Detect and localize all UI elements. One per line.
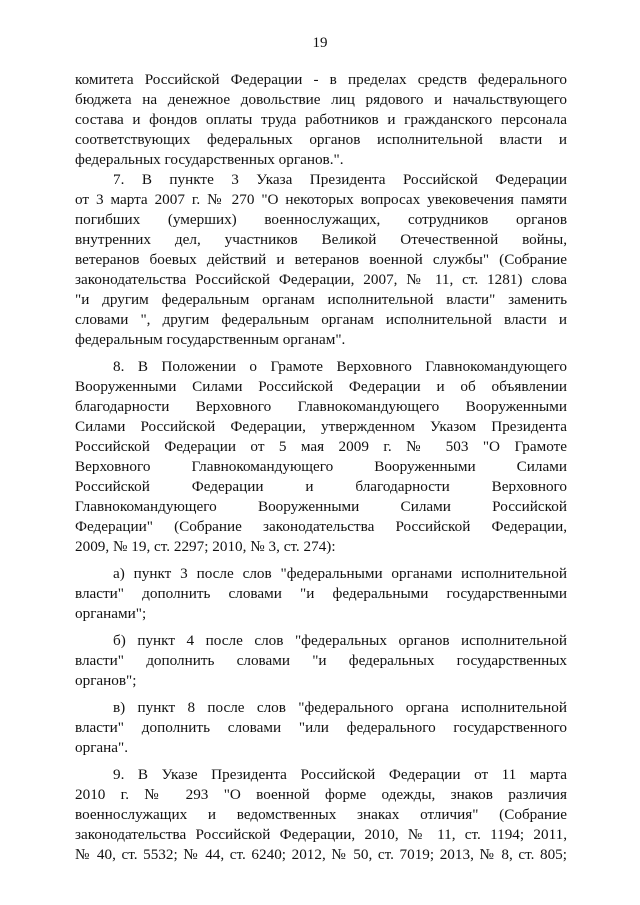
text-line: от 3 марта 2007 г. № 270 "О некоторых вопросах увековечения памяти — [75, 191, 567, 208]
text-line: 7. В пункте 3 Указа Президента Российской Федерации — [113, 171, 567, 188]
text-line: погибших (умерших) военнослужащих, сотрудников органов — [75, 211, 567, 228]
text-line: законодательства Российской Федерации, 2007, № 11, ст. 1281) слова — [75, 271, 567, 288]
text-line: 9. В Указе Президента Российской Федерации от 11 марта — [113, 766, 567, 783]
text-line: Главнокомандующего Вооруженными Силами Российской — [75, 498, 567, 515]
text-line: органа". — [75, 739, 129, 756]
text-line: состава и фондов оплаты труда работников и гражданского персонала — [75, 111, 567, 128]
text-line: благодарности Верховного Главнокомандующего Вооруженными — [75, 398, 567, 415]
text-line: словами ", другим федеральным органам исполнительной власти и — [75, 311, 567, 328]
subitem-c — [75, 698, 567, 758]
text-line: 8. В Положении о Грамоте Верховного Главнокомандующего — [113, 358, 567, 375]
text-line: ветеранов боевых действий и ветеранов военной службы" (Собрание — [75, 251, 567, 268]
text-line: 2009, № 19, ст. 2297; 2010, № 3, ст. 274): — [75, 538, 336, 555]
text-line: соответствующих федеральных органов исполнительной власти и — [75, 131, 567, 148]
text-line: внутренних дел, участников Великой Отечественной войны, — [75, 231, 567, 248]
text-line: Российской Федерации от 5 мая 2009 г. № 503 "О Грамоте — [75, 438, 567, 455]
text-line: 2010 г. № 293 "О военной форме одежды, знаков различия — [75, 786, 567, 803]
text-line: Силами Российской Федерации, утвержденном Указом Президента — [75, 418, 567, 435]
text-line: Российской Федерации и благодарности Верховного — [75, 478, 567, 495]
text-line: Вооруженными Силами Российской Федерации и об объявлении — [75, 378, 567, 395]
document-body — [75, 70, 567, 865]
paragraph-item-8 — [75, 357, 567, 557]
text-line: власти" дополнить словами "и федеральных государственных — [75, 652, 567, 669]
text-line: законодательства Российской Федерации, 2010, № 11, ст. 1194; 2011, — [75, 826, 567, 843]
text-line: власти" дополнить словами "или федерального государственного — [75, 719, 567, 736]
text-line: органов"; — [75, 672, 137, 689]
subitem-b — [75, 631, 567, 691]
text-line: федеральных государственных органов.". — [75, 151, 344, 168]
text-line: Федерации" (Собрание законодательства Российской Федерации, — [75, 518, 567, 535]
text-line: а) пункт 3 после слов "федеральными органами исполнительной — [113, 565, 567, 582]
paragraph-item-9 — [75, 765, 567, 865]
text-line: в) пункт 8 после слов "федерального органа исполнительной — [113, 699, 567, 716]
page-number: 19 — [312, 35, 328, 51]
text-line: б) пункт 4 после слов "федеральных органов исполнительной — [113, 632, 567, 649]
subitem-a — [75, 564, 567, 624]
text-line: "и другим федеральным органам исполнительной власти" заменить — [75, 291, 567, 308]
text-line: комитета Российской Федерации - в пределах средств федерального — [75, 71, 567, 88]
text-line: Верховного Главнокомандующего Вооруженными Силами — [75, 458, 567, 475]
text-line: власти" дополнить словами "и федеральными государственными — [75, 585, 567, 602]
text-line: № 40, ст. 5532; № 44, ст. 6240; 2012, № 50, ст. 7019; 2013, № 8, ст. 805; — [75, 846, 567, 863]
text-line: военнослужащих и ведомственных знаках отличия" (Собрание — [75, 806, 567, 823]
text-line: федеральным государственным органам". — [75, 331, 346, 348]
text-line: органами"; — [75, 605, 147, 622]
paragraph-continuation — [75, 70, 567, 170]
text-line: бюджета на денежное довольствие лиц рядового и начальствующего — [75, 91, 567, 108]
paragraph-item-7 — [75, 170, 567, 350]
